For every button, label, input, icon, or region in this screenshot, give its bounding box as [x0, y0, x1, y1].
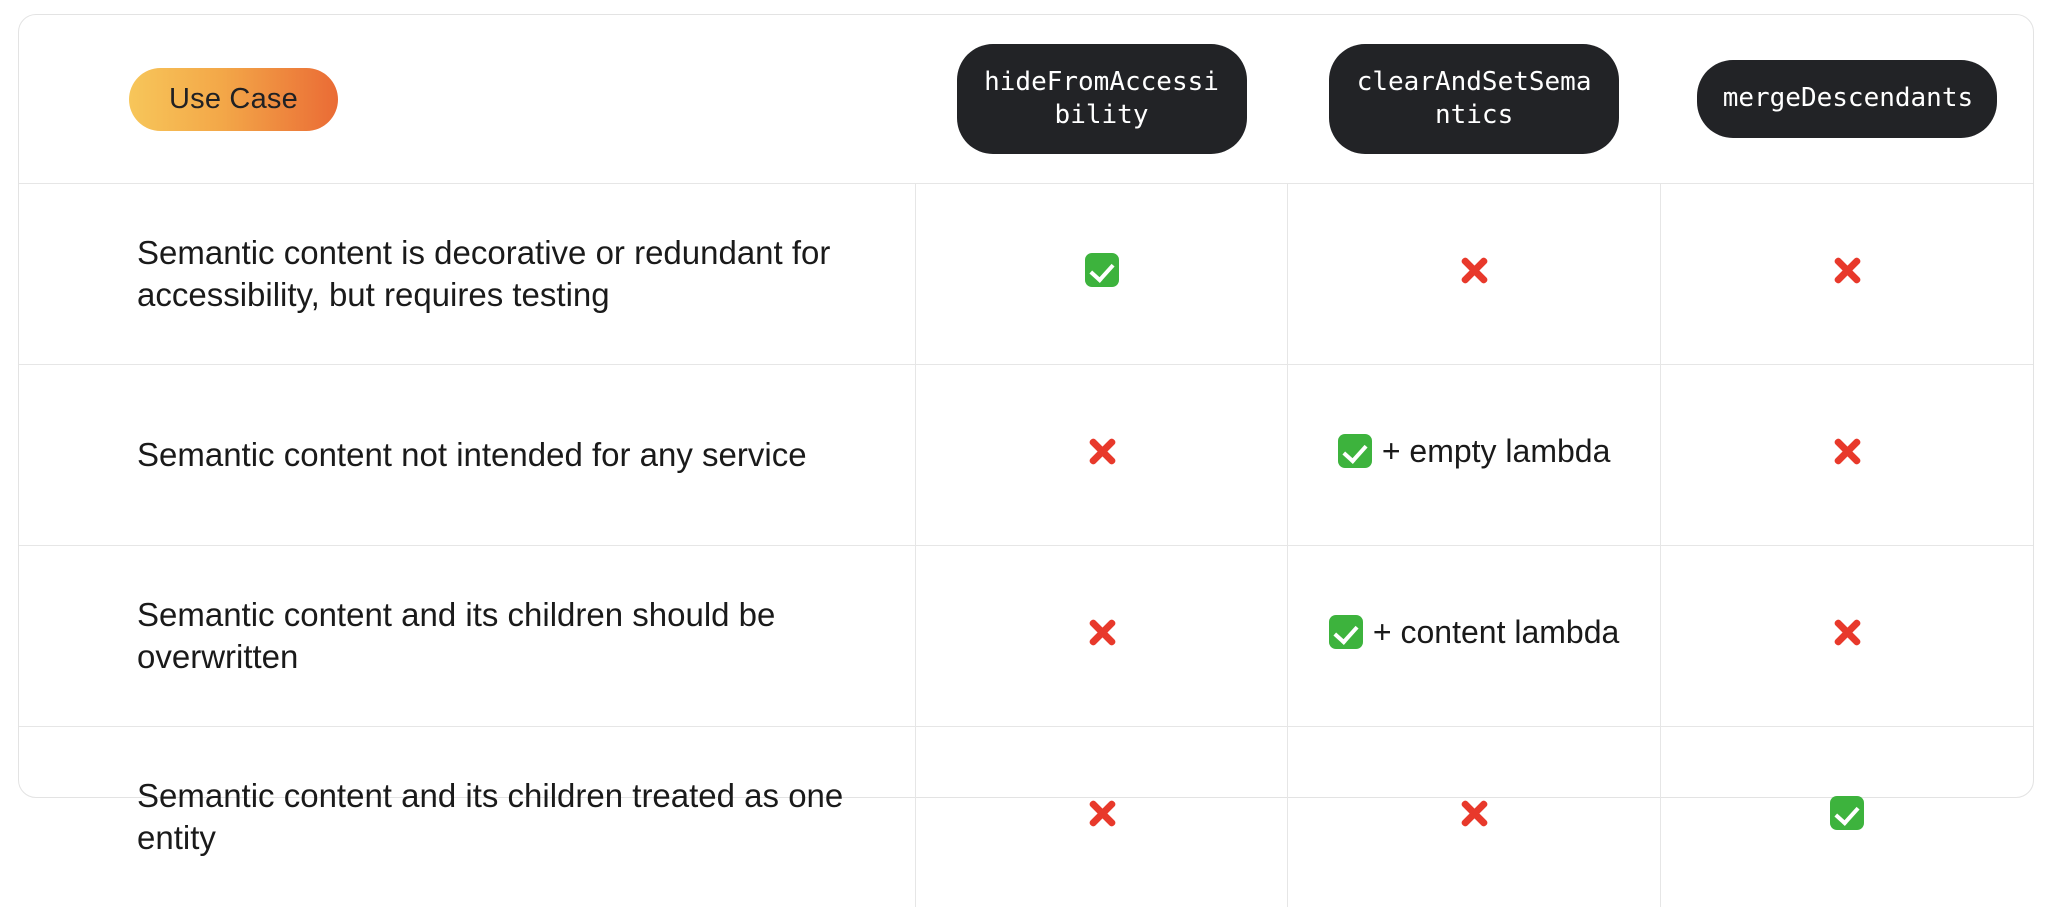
table-header [19, 15, 2033, 184]
mark-no [1455, 794, 1493, 832]
api-pill-merge-descendants: mergeDescendants [1697, 60, 1997, 137]
mark-yes [1085, 253, 1119, 287]
mark-no [1828, 613, 1866, 651]
table-body [19, 184, 2033, 907]
use-case-text: Semantic content and its children treated as one entity [19, 727, 915, 907]
cell-clear-and-set-semantics [1288, 184, 1661, 365]
check-icon [1338, 434, 1372, 468]
use-case-pill: Use Case [129, 68, 338, 131]
cross-icon [1083, 794, 1121, 832]
cell-merge-descendants [1660, 546, 2033, 727]
cell-merge-descendants [1660, 727, 2033, 907]
mark-yes [1830, 796, 1864, 830]
use-case-text: Semantic content is decorative or redundant for accessibility, but requires testing [19, 184, 915, 365]
api-pill-clear-and-set-semantics: clearAndSetSemantics [1329, 44, 1619, 155]
mark-yes-with-note [1329, 615, 1619, 649]
header-clear-and-set-semantics [1288, 15, 1661, 184]
mark-yes-with-note [1338, 434, 1611, 468]
header-merge-descendants [1660, 15, 2033, 184]
table-row [19, 365, 2033, 546]
header-use-case [19, 15, 915, 184]
cross-icon [1828, 613, 1866, 651]
cross-icon [1828, 432, 1866, 470]
api-pill-hide-from-accessibility: hideFromAccessibility [957, 44, 1247, 155]
cross-icon [1455, 251, 1493, 289]
semantics-comparison-table [19, 15, 2033, 907]
cross-icon [1455, 794, 1493, 832]
header-hide-from-accessibility [915, 15, 1288, 184]
cell-clear-and-set-semantics [1288, 546, 1661, 727]
cell-note: + empty lambda [1382, 435, 1611, 467]
mark-no [1828, 251, 1866, 289]
check-icon [1830, 796, 1864, 830]
cross-icon [1083, 432, 1121, 470]
mark-no [1083, 432, 1121, 470]
cell-hide-from-accessibility [915, 365, 1288, 546]
table-row [19, 546, 2033, 727]
cell-clear-and-set-semantics [1288, 727, 1661, 907]
mark-no [1083, 613, 1121, 651]
cell-hide-from-accessibility [915, 184, 1288, 365]
check-icon [1085, 253, 1119, 287]
cross-icon [1828, 251, 1866, 289]
cell-clear-and-set-semantics [1288, 365, 1661, 546]
table-row [19, 184, 2033, 365]
cell-hide-from-accessibility [915, 727, 1288, 907]
cell-note: + content lambda [1373, 616, 1619, 648]
header-row [19, 15, 2033, 184]
use-case-text: Semantic content and its children should be overwritten [19, 546, 915, 727]
table-row [19, 727, 2033, 907]
comparison-card [18, 14, 2034, 798]
cell-hide-from-accessibility [915, 546, 1288, 727]
cell-merge-descendants [1660, 365, 2033, 546]
cross-icon [1083, 613, 1121, 651]
use-case-text: Semantic content not intended for any service [19, 365, 915, 546]
check-icon [1329, 615, 1363, 649]
mark-no [1828, 432, 1866, 470]
mark-no [1455, 251, 1493, 289]
mark-no [1083, 794, 1121, 832]
cell-merge-descendants [1660, 184, 2033, 365]
